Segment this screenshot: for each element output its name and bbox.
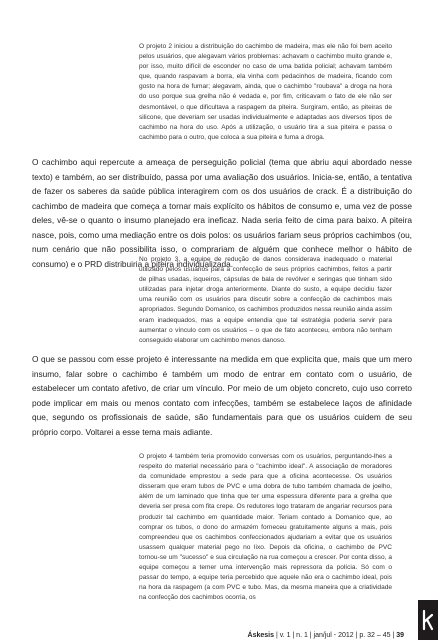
block-quote-project-4: O projeto 4 também teria promovido conversas com os usuários, perguntando-lhes a respeito do material necessário para o "cachimbo ideal". A associação de moradores da comunidade emprestou a sede para que a oficina acontecesse. Os usuários disseram que eram tubos de PVC e uma dobra de tubo também chamada de joelho, além de um laminado que tinha que ter uma espessura diferente para a grelha que deveria ser presa com fita crepe. Os redutores logo trataram de angariar recursos para produzir tal cachimbo em quantidade maior. Teriam contado a Domanico que, ao comprar os tubos, o dono do armazém forneceu gratuitamente alguns a mais, pois compreendeu que os cachimbos confeccionados ajudariam a evitar que os usuários usassem qualquer material pego no lixo. Depois da oficina, o cachimbo de PVC tornou-se um "sucesso" e sua circulação na rua começou a crescer. Por conta disso, a equipe começou a temer uma intervenção mais repressora da polícia. Só com o passar do tempo, a equipe teria percebido que aquele não era o cachimbo ideal, pois na hora da raspagem (a com PVC e tubo. Mas, da mesma maneira que a criatividade na confecção dos cachimbos ocorria, os xyxy=(139,453,392,602)
k-logo-icon xyxy=(421,609,435,631)
block-quote-project-3: No projeto 3, a equipe de redução de danos considerava inadequado o material utilizado pelos usuários para a confecção de seus próprios cachimbos, feitos a partir de pilhas usadas, isqueiros, cápsulas de bala de revólver e seringas que tinham sido utilizadas para injetar droga anteriormente. Diante do susto, a equipe decidiu fazer uma reunião com os usuários para discutir sobre a confecção de cachimbos mais apropriados. Segundo Domanico, os cachimbos produzidos nessa reunião ainda assim eram inadequados, mas a equipe entendia que tal estratégia poderia servir para aumentar o vínculo com os usuários – o que de fato aconteceu, embora não tenham conseguido elaborar um cachimbo menos danoso. xyxy=(139,256,392,344)
block-quote-project-2: O projeto 2 iniciou a distribuição do cachimbo de madeira, mas ele não foi bem aceito pelos usuários, que alegavam vários problemas: achavam o cachimbo muito grande e, por isso, muito difícil de esconder no caso de uma batida policial; achavam também que, quando raspavam a borra, ela vinha com pedacinhos de madeira, ficando com gosto na hora de fumar; alegavam, ainda, que o cachimbo "roubava" a droga na hora do uso porque sua grelha não é vedada e, por fim, criticavam o fato de ele não ser desmontável, o que dificultava a raspagem da piteira. Surgiram, então, as piteiras de silicone, que deveriam ser usadas individualmente e adaptadas aos diversos tipos de cachimbo na hora do uso. Após a utilização, o usuário tira a sua piteira e passa o cachimbo para o outro, que coloca a sua piteira e fuma a droga. xyxy=(139,43,392,141)
journal-name: Áskesis xyxy=(247,632,274,639)
journal-logo xyxy=(418,600,438,640)
body-paragraph-2: O que se passou com esse projeto é interessante na medida em que explicita que, mais que um mero insumo, falar sobre o cachimbo é também um modo de entrar em contato com o usuário, de estabelecer um contato afetivo, de criar um vínculo. Por meio de um objeto concreto, cujo uso correto pode implicar em mais ou menos contato com infecções, também se estabelece laços de afinidade que, segundo os profissionais de saúde, são fundamentais para que os usuários cuidem de seu próprio corpo. Voltarei a esse tema mais adiante. xyxy=(32,354,412,437)
issue-info: | v. 1 | n. 1 | jan/jul - 2012 | p. 32 – 45 | xyxy=(274,632,397,639)
page-number: 39 xyxy=(396,632,404,639)
body-paragraph-1: O cachimbo aqui repercute a ameaça de perseguição policial (tema que abriu aqui abordado nesse texto) e também, ao ser distribuído, passa por uma avaliação dos usuários. Inicia-se, então, a tentativa de fazer os saberes da saúde pública interagirem com os dos usuários de crack. É a distribuição do cachimbo de madeira que começa a tornar mais explícito os hábitos de consumo e, uma vez de posse deles, vê-se o quanto o insumo planejado era ineficaz. Nada seria feito de cima para baixo. A piteira nasce, pois, como uma mediação entre os dois polos: os usuários fariam seus próprios cachimbos (ou, num cenário que não possibilita isso, o comprariam de alguém que conhece melhor o hábito de consumo) e o PRD distribuiria a piteira individualizada. xyxy=(32,157,412,269)
page-footer xyxy=(248,632,404,639)
